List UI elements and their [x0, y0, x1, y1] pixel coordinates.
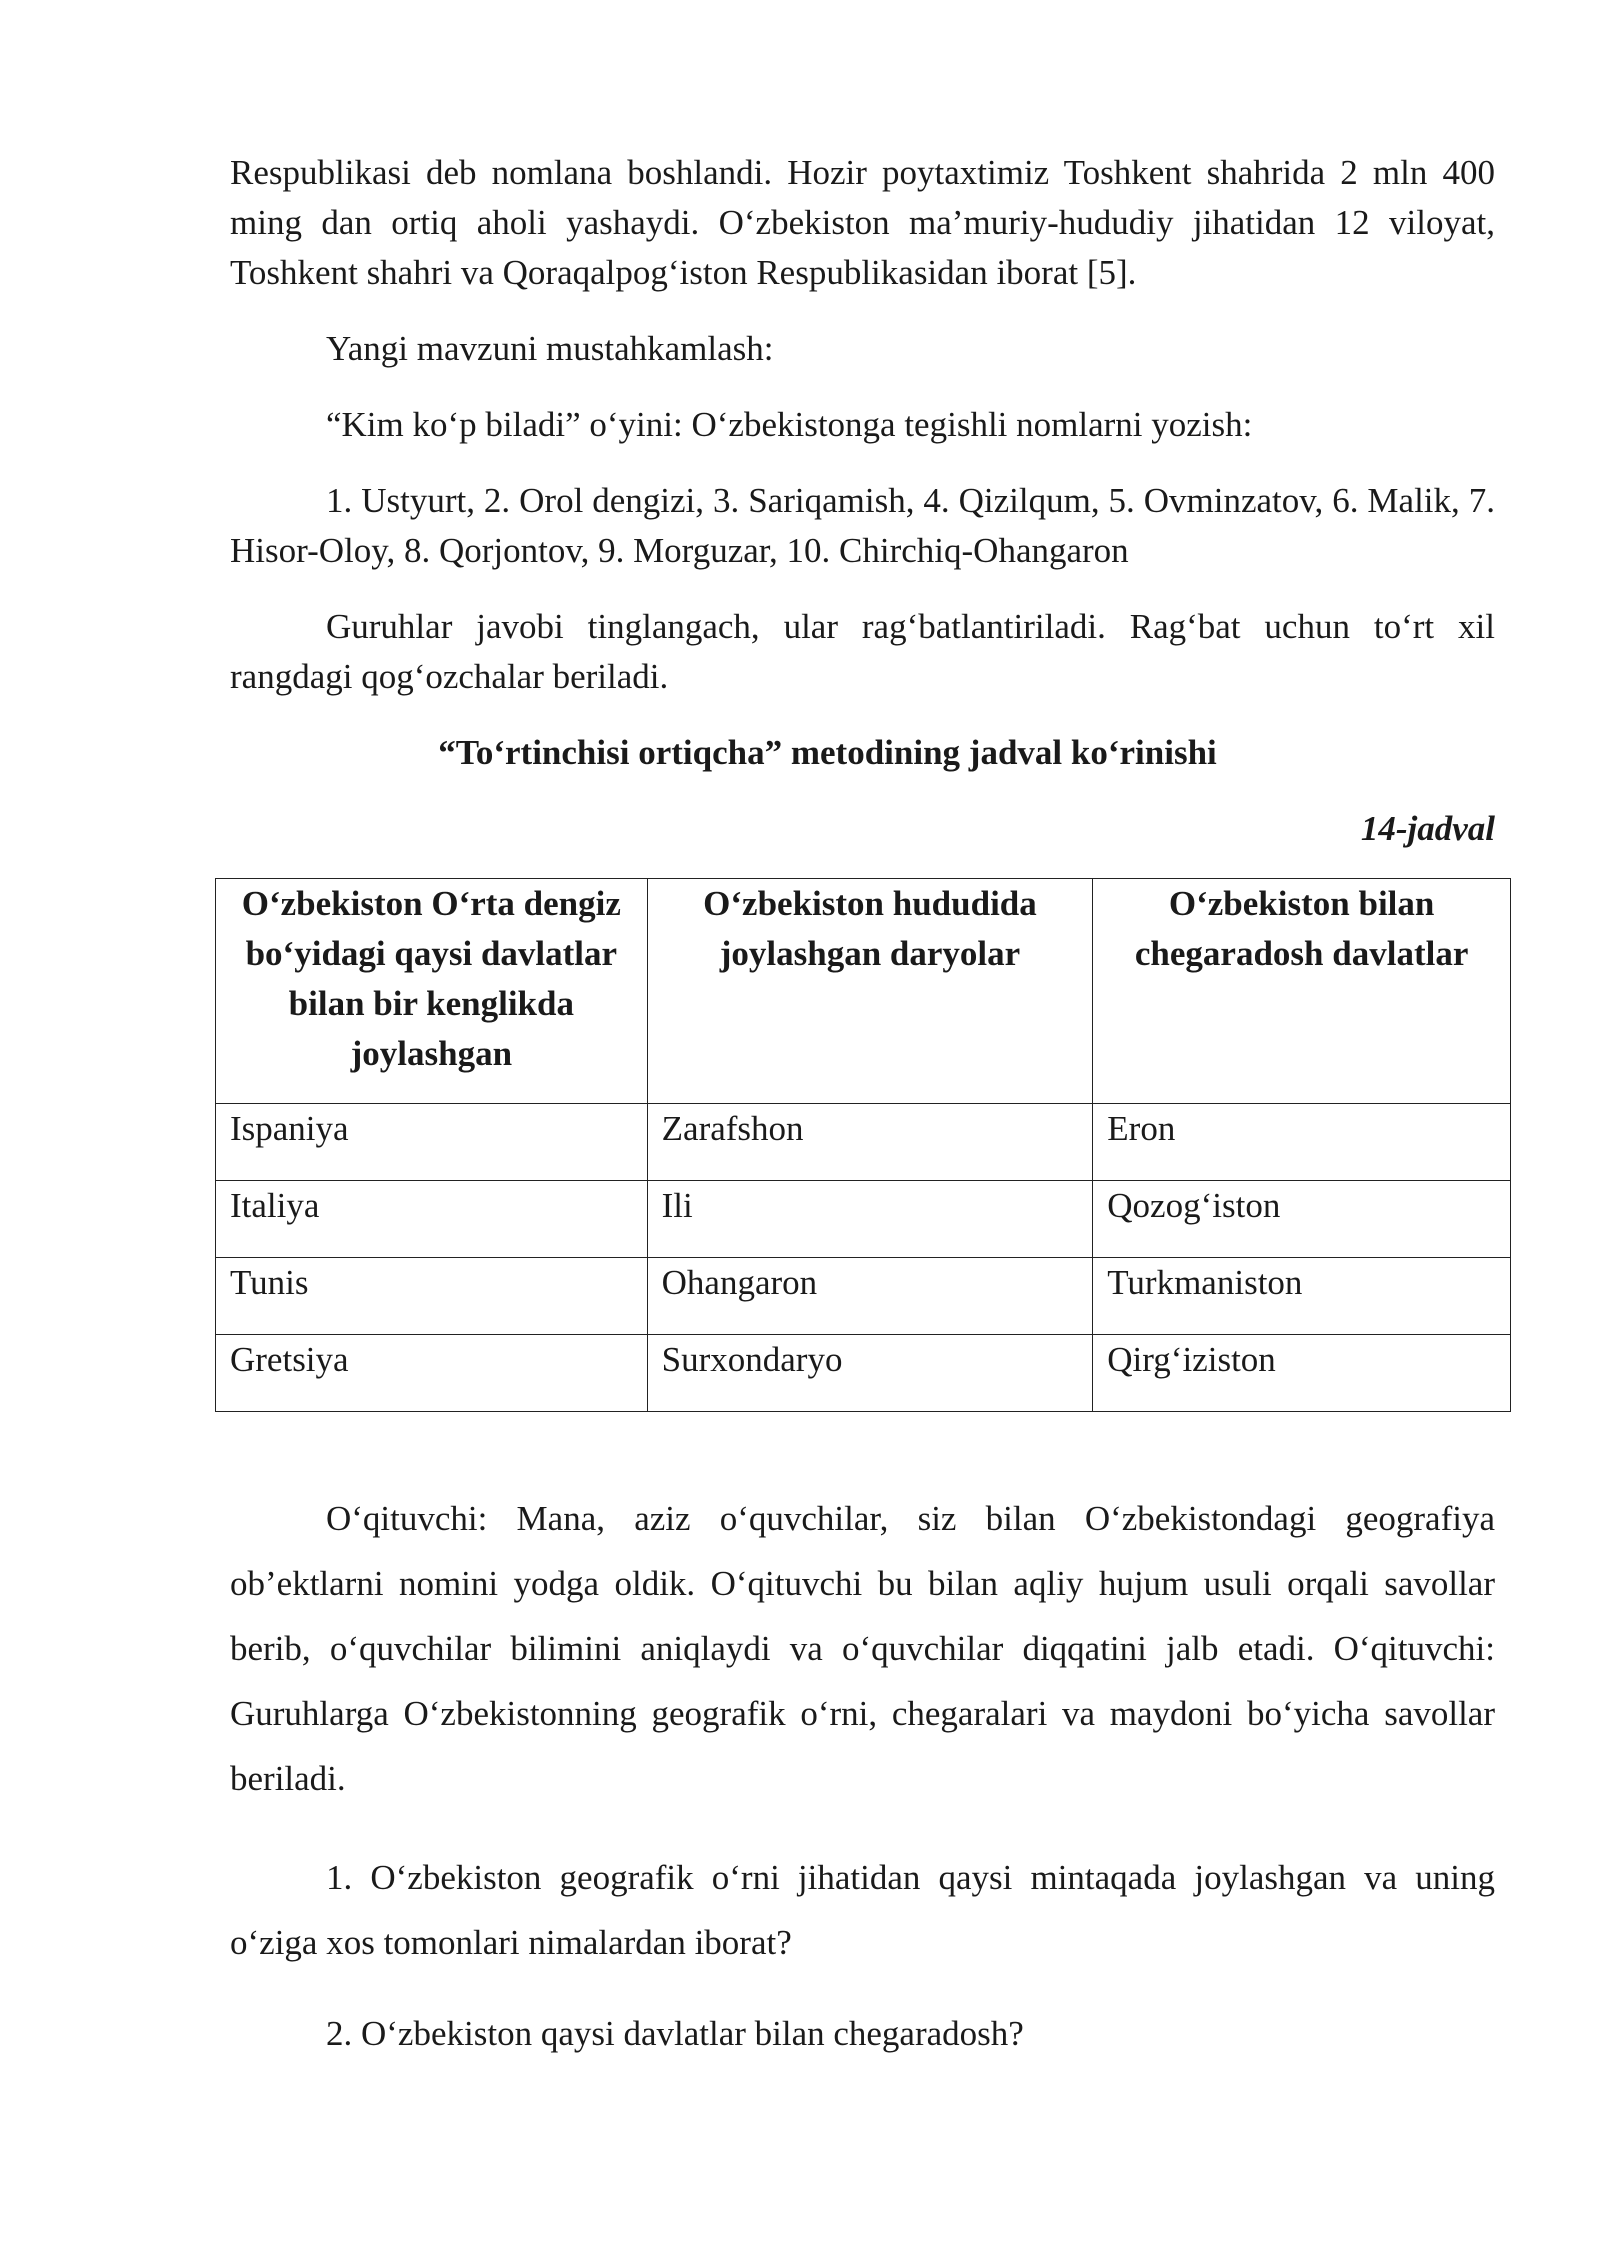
names-list: 1. Ustyurt, 2. Orol dengizi, 3. Sariqamish, 4. Qizilqum, 5. Ovminzatov, 6. Malik, 7. Hisor-Oloy, 8. Qorjontov, 9. Morguzar, 10. Chirchiq-Ohangaron — [230, 481, 1495, 570]
intro-paragraph: Respublikasi deb nomlana boshlandi. Hozir poytaxtimiz Toshkent shahrida 2 mln 400 ming dan ortiq aholi yashaydi. O‘zbekiston ma’muriy-hududiy jihatidan 12 viloyat, Toshkent shahri va Qoraqalpog‘iston Respublikasidan iborat [5]. — [230, 153, 1495, 292]
table-cell: Ohangaron — [647, 1258, 1093, 1335]
game-line: “Kim ko‘p biladi” o‘yini: O‘zbekistonga tegishli nomlarni yozish: — [326, 405, 1253, 444]
table-cell: Turkmaniston — [1093, 1258, 1511, 1335]
table-cell: Ili — [647, 1181, 1093, 1258]
table-cell: Zarafshon — [647, 1104, 1093, 1181]
table-cell: Ispaniya — [216, 1104, 648, 1181]
table-row — [216, 1104, 1511, 1181]
table-title: “To‘rtinchisi ortiqcha” metodining jadval ko‘rinishi — [438, 733, 1217, 772]
data-table — [215, 878, 1511, 1412]
table-row — [216, 1181, 1511, 1258]
table-header-cell: O‘zbekiston bilan chegaradosh davlatlar — [1093, 879, 1511, 1104]
table-container — [215, 878, 1495, 1412]
table-header-cell: O‘zbekiston hududida joylashgan daryolar — [647, 879, 1093, 1104]
table-cell: Italiya — [216, 1181, 648, 1258]
table-cell: Eron — [1093, 1104, 1511, 1181]
question-item: 1. O‘zbekiston geografik o‘rni jihatidan qaysi mintaqada joylashgan va uning o‘ziga xos tomonlari nimalardan iborat? — [230, 1858, 1495, 1962]
table-row — [216, 1258, 1511, 1335]
table-header-row — [216, 879, 1511, 1104]
table-row — [216, 1335, 1511, 1412]
question-item: 2. O‘zbekiston qaysi davlatlar bilan chegaradosh? — [326, 2014, 1024, 2053]
groups-paragraph: Guruhlar javobi tinglangach, ular rag‘batlantiriladi. Rag‘bat uchun to‘rt xil rangdagi qog‘ozchalar beriladi. — [230, 607, 1495, 696]
table-cell: Surxondaryo — [647, 1335, 1093, 1412]
table-cell: Qozog‘iston — [1093, 1181, 1511, 1258]
table-label: 14-jadval — [1360, 809, 1495, 848]
reinforce-heading: Yangi mavzuni mustahkamlash: — [326, 329, 774, 368]
document-page — [230, 148, 1495, 2066]
table-cell: Qirg‘iziston — [1093, 1335, 1511, 1412]
table-header-cell: O‘zbekiston O‘rta dengiz bo‘yidagi qaysi davlatlar bilan bir kenglikda joylashgan — [216, 879, 648, 1104]
teacher-paragraph: O‘qituvchi: Mana, aziz o‘quvchilar, siz bilan O‘zbekistondagi geografiya ob’ektlarni nomini yodga oldik. O‘qituvchi bu bilan aqliy hujum usuli orqali savollar berib, o‘quvchilar bilimini aniqlaydi va o‘quvchilar diqqatini jalb etadi. O‘qituvchi: Guruhlarga O‘zbekistonning geografik o‘rni, chegaralari va maydoni bo‘yicha savollar beriladi. — [230, 1499, 1495, 1798]
table-cell: Tunis — [216, 1258, 648, 1335]
table-cell: Gretsiya — [216, 1335, 648, 1412]
